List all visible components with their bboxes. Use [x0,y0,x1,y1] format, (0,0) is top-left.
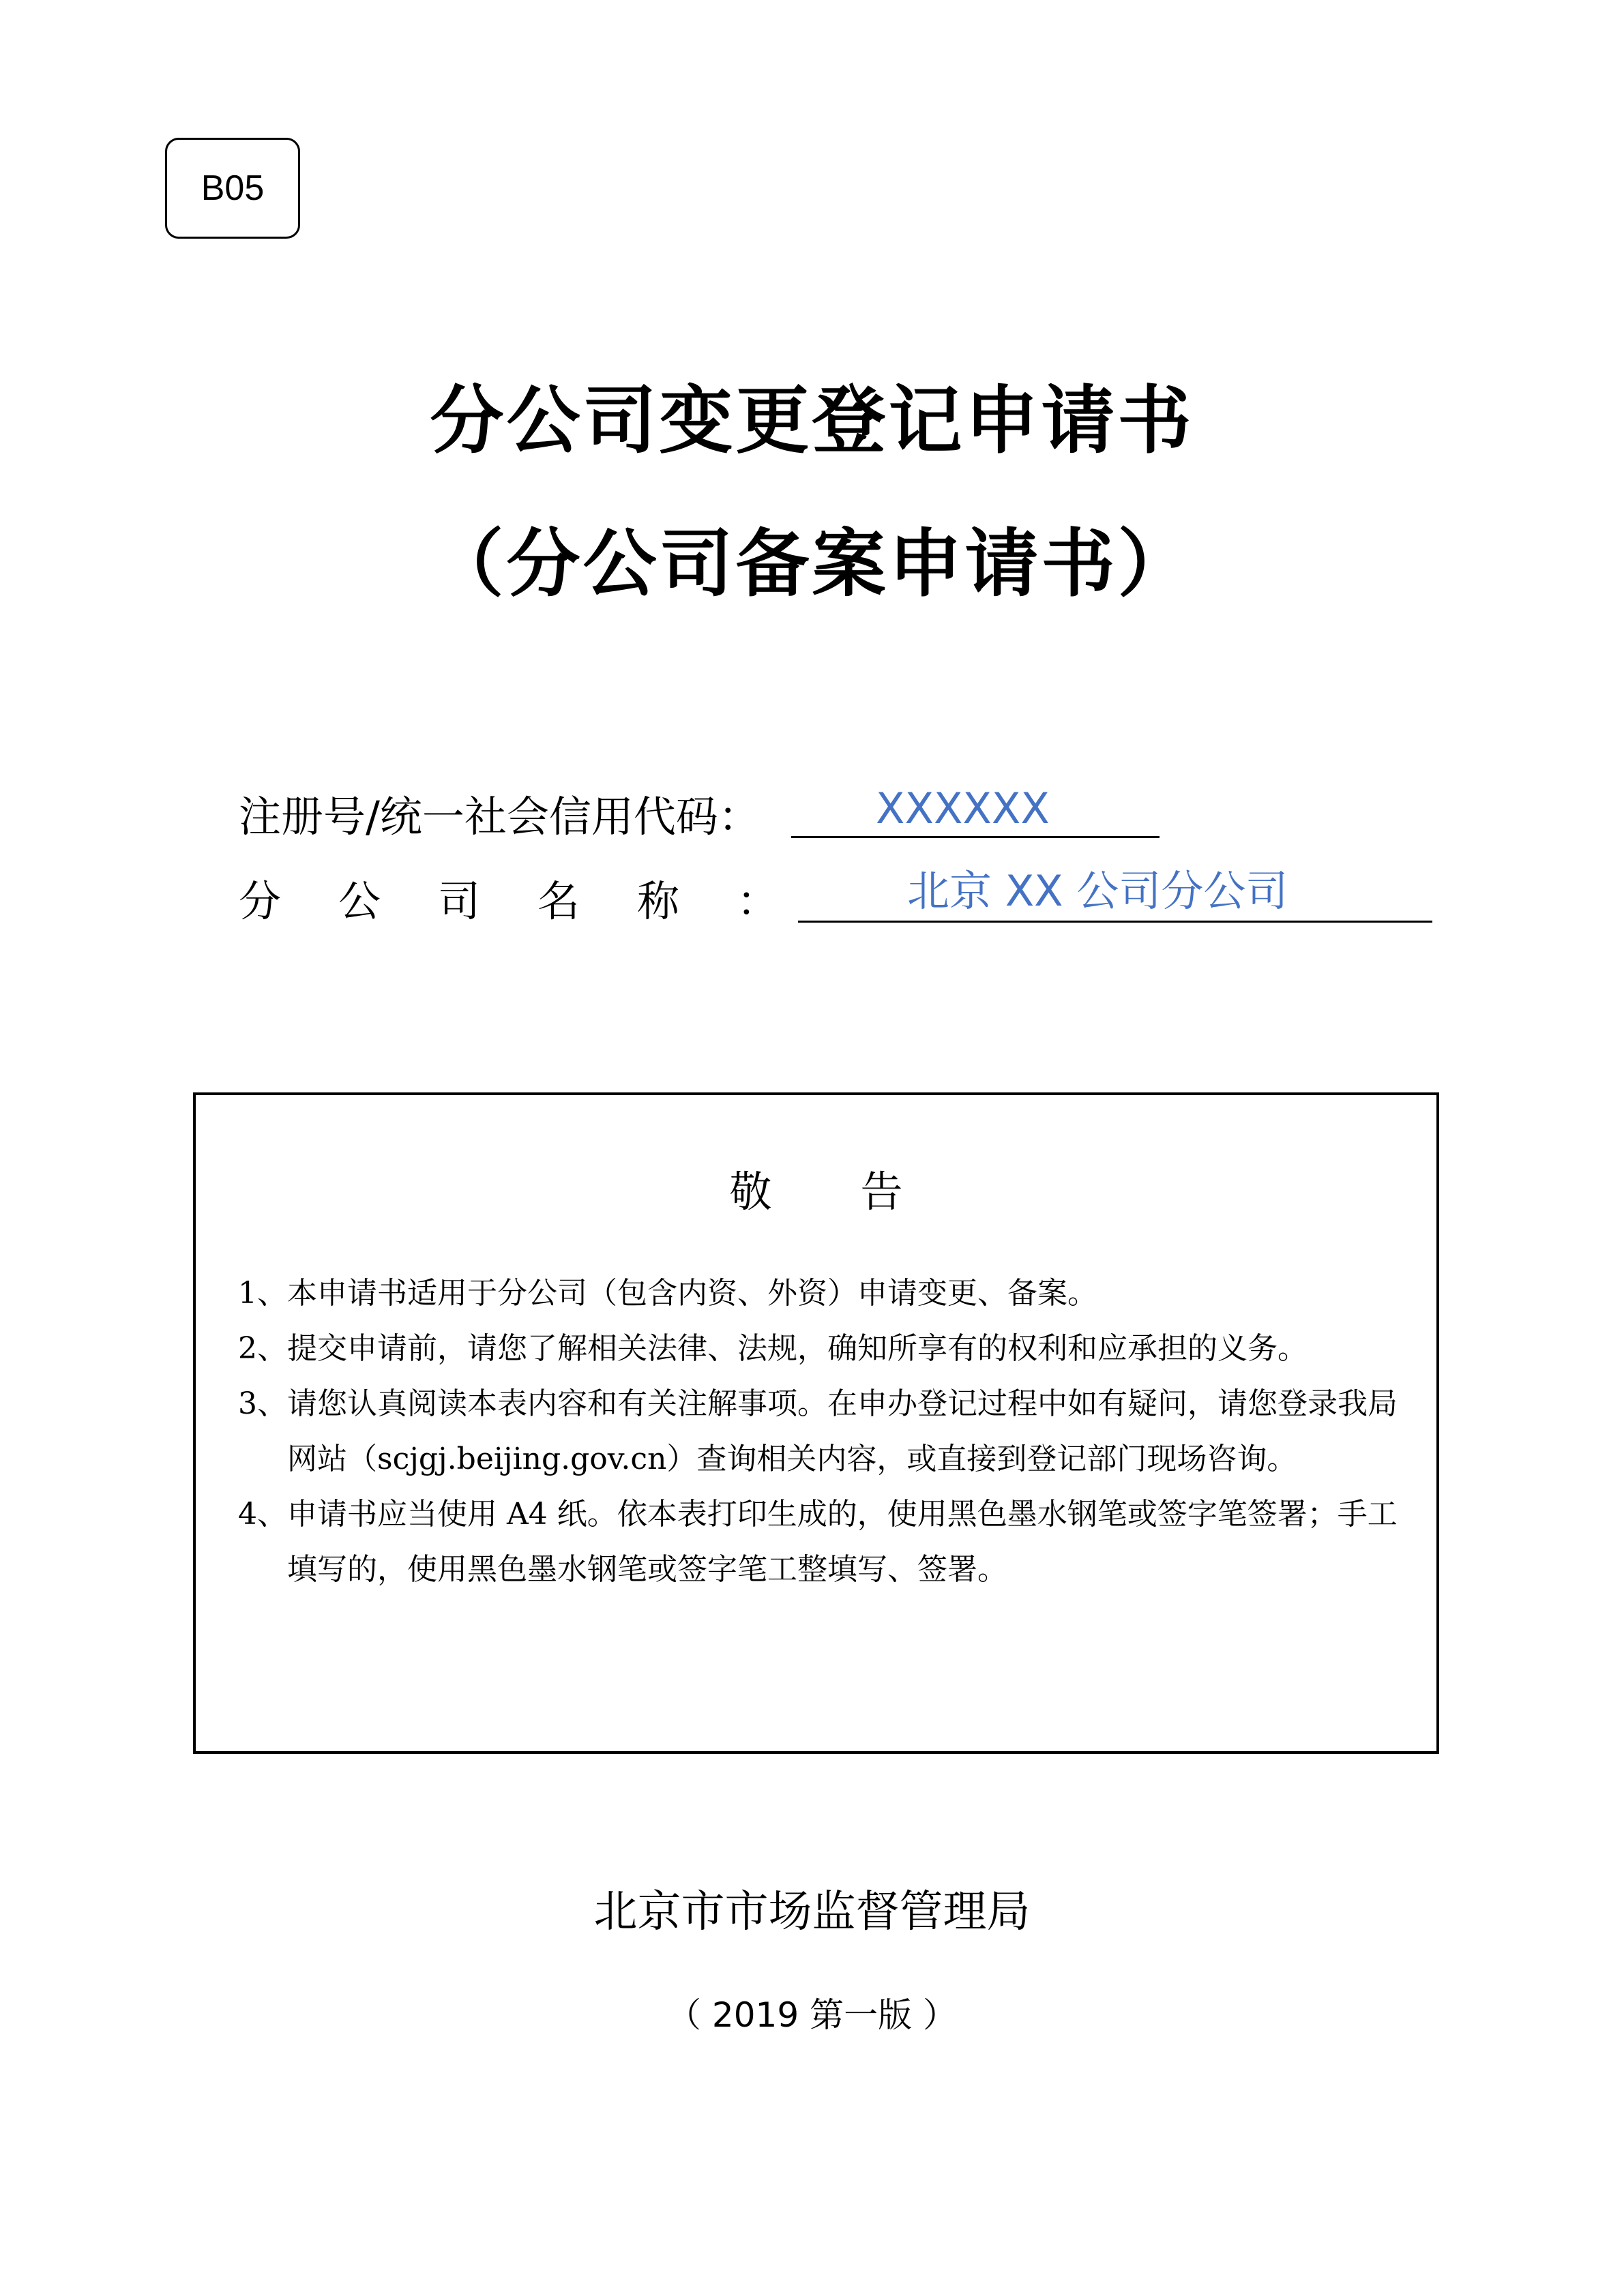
branch-name-value: 北京 XX 公司分公司 [907,866,1288,916]
notice-item-text: 提交申请前，请您了解相关法律、法规，确知所享有的权利和应承担的义务。 [287,1331,1308,1366]
notice-item [238,1487,1411,1597]
notice-item-number: 2、 [238,1331,287,1366]
notice-list [238,1266,1411,1597]
notice-item-number: 1、 [238,1276,287,1311]
notice-item [238,1321,1411,1376]
form-code: B05 [201,168,265,208]
notice-item [238,1266,1411,1321]
notice-item-number: 3、 [238,1386,287,1421]
branch-name-label-text: 分公司名称： [239,876,837,926]
document-subtitle: （分公司备案申请书） [430,522,1194,607]
branch-name-label [239,867,836,928]
branch-name-field[interactable] [798,866,1432,923]
notice-box [193,1092,1439,1754]
edition-label: （ 2019 第一版 ） [667,1995,957,2035]
registration-number-field[interactable] [791,781,1160,838]
notice-item-text: 本申请书适用于分公司（包含内资、外资）申请变更、备案。 [287,1276,1097,1311]
form-code-box [165,138,300,239]
issuing-authority: 北京市市场监督管理局 [593,1887,1031,1937]
notice-title: 敬告 [729,1167,992,1217]
notice-item-number: 4、 [238,1497,287,1532]
registration-number-label: 注册号/统一社会信用代码： [239,792,761,841]
notice-item-text: 申请书应当使用 A4 纸。依本表打印生成的，使用黑色墨水钢笔或签字笔签署；手工填写的，使用黑色墨水钢笔或签字笔工整填写、签署。 [287,1497,1398,1587]
registration-number-value: XXXXXX [876,784,1050,833]
notice-item-text: 请您认真阅读本表内容和有关注解事项。在申办登记过程中如有疑问，请您登录我局网站（scjgj.beijing.gov.cn）查询相关内容，或直接到登记部门现场咨询。 [287,1386,1398,1476]
document-title: 分公司变更登记申请书 [430,378,1194,464]
notice-item [238,1376,1411,1487]
